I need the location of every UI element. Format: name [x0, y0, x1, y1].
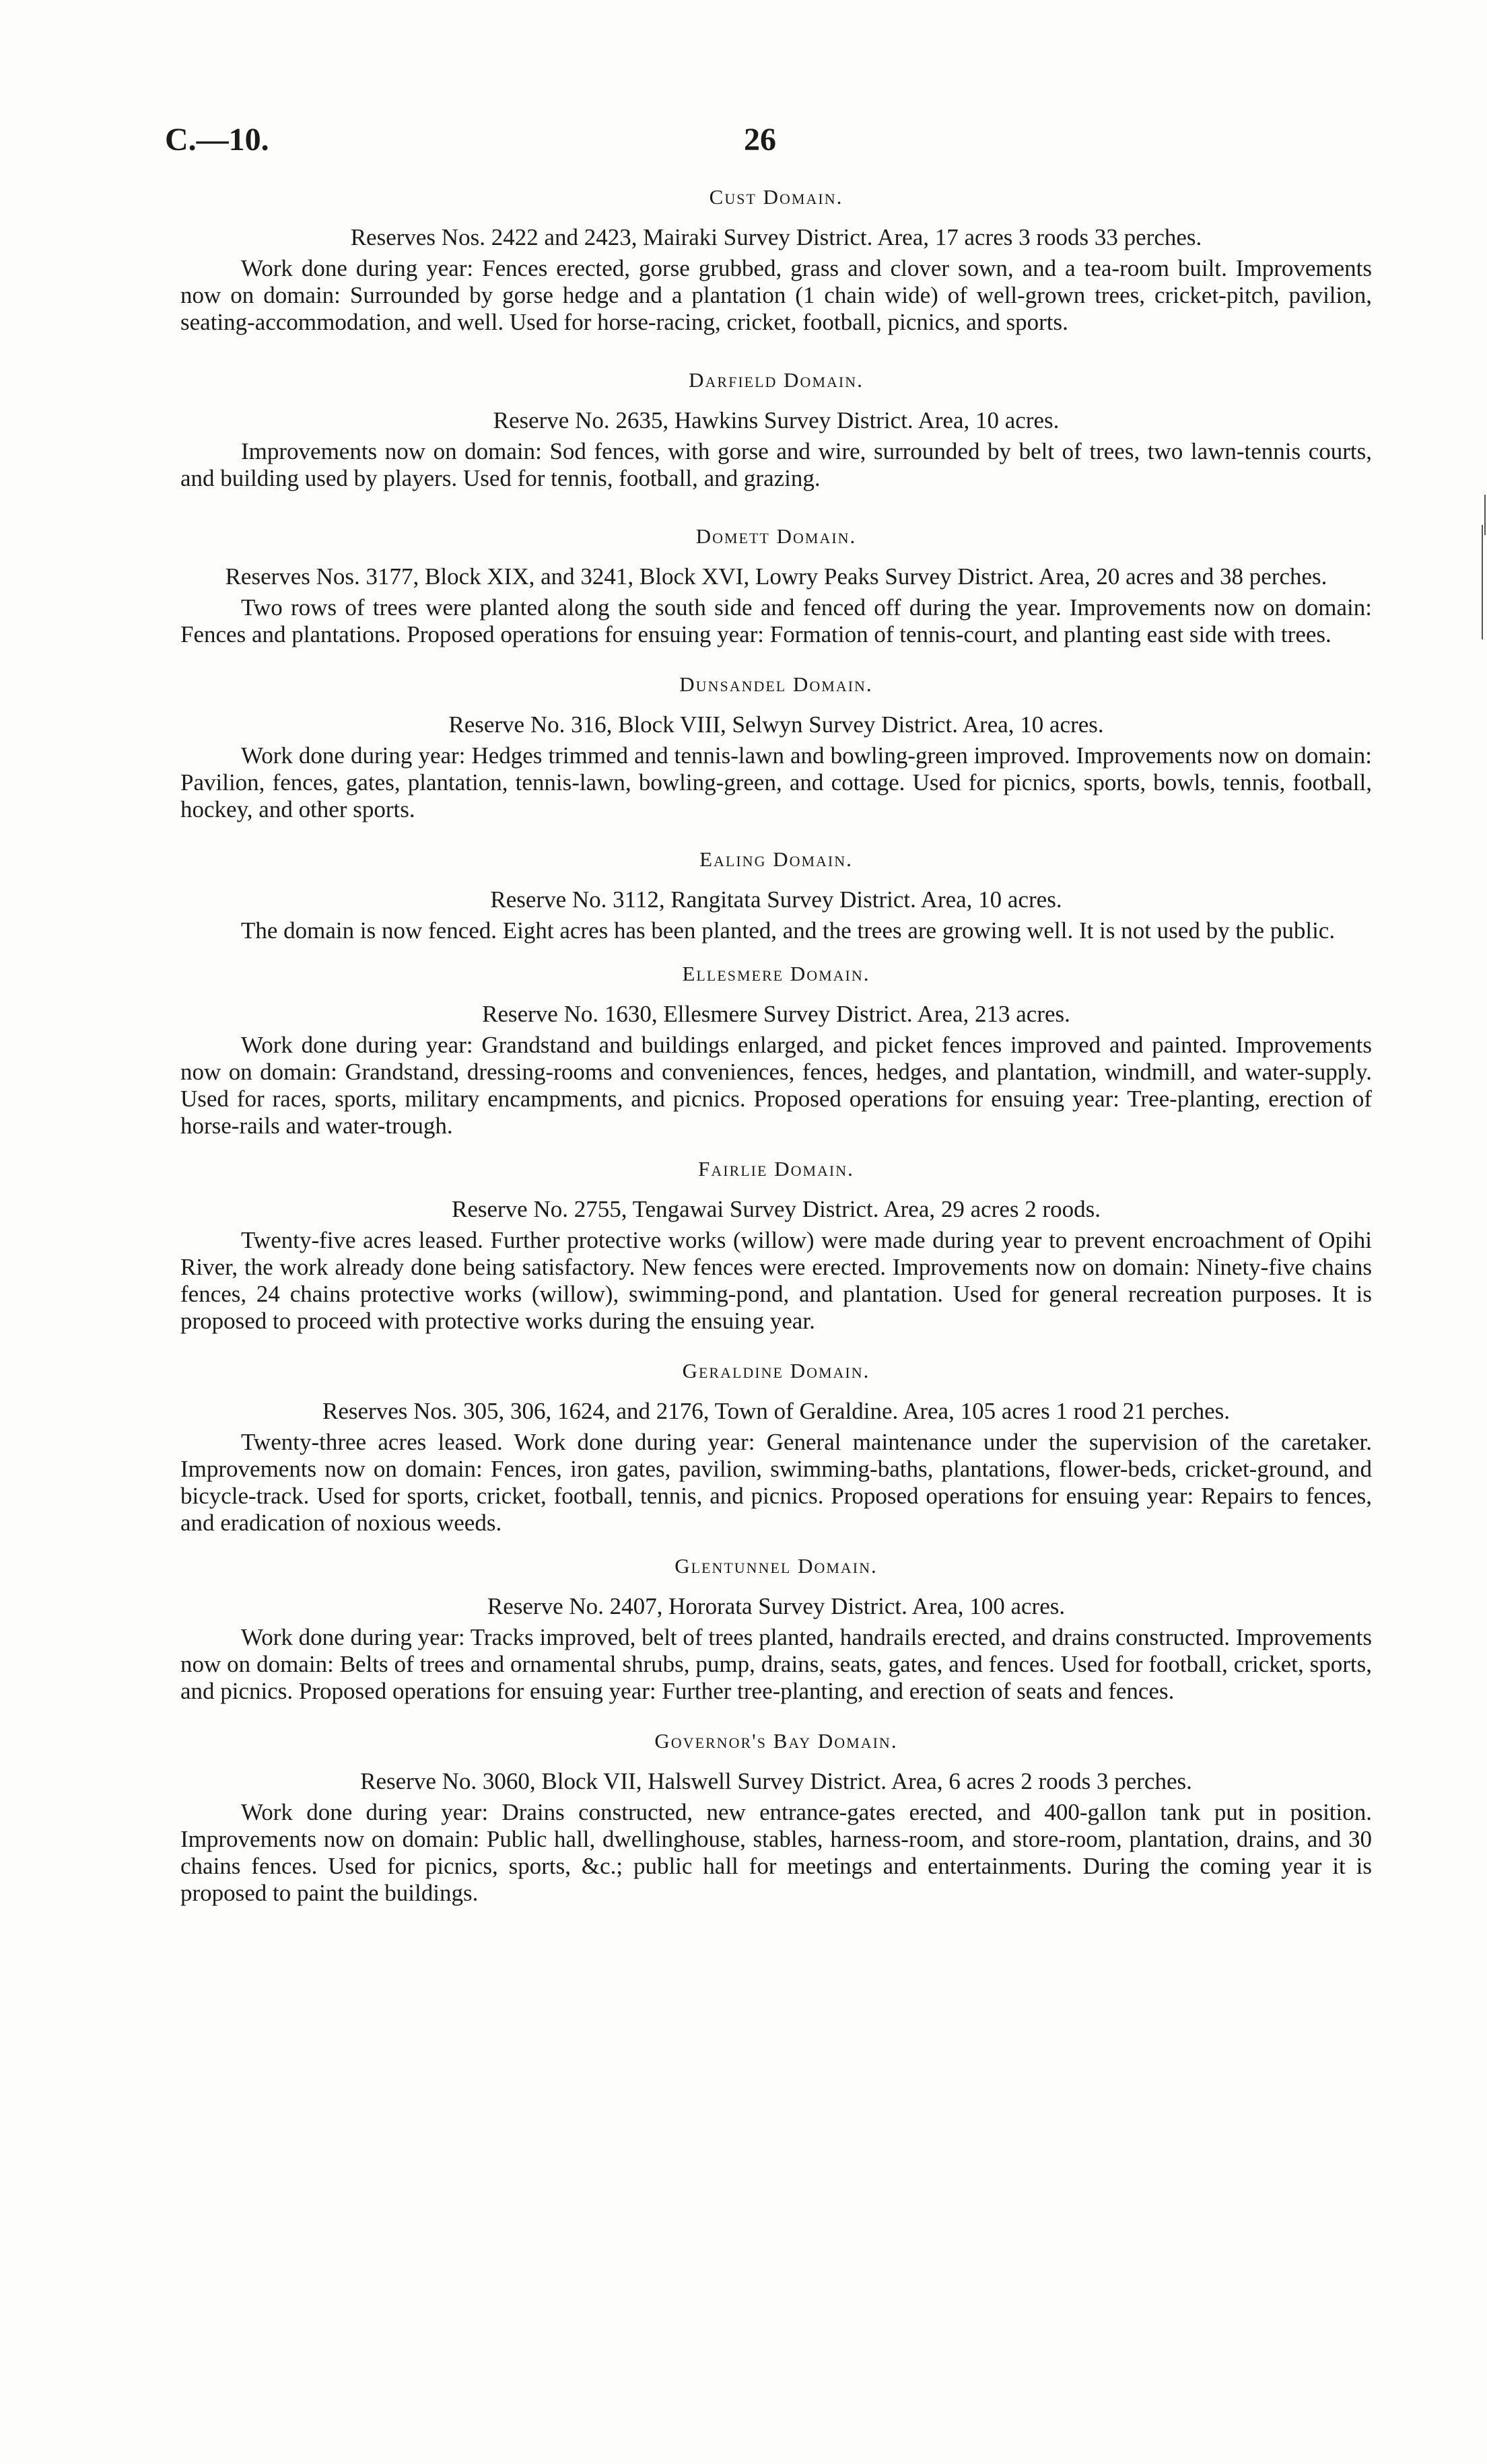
- section-body: Work done during year: Fences erected, gorse grubbed, grass and clover sown, and a tea-room built. Improvements now on domain: Surrounded by gorse hedge and a plantation (1 chain wide) of well-grown trees, cricket-pitch, pavilion, seating-accommodation, and well. Used for horse-racing, cricket, football, picnics, and sports.: [180, 255, 1372, 335]
- section-body: The domain is now fenced. Eight acres has been planted, and the trees are growing well. It is not used by the public.: [241, 917, 1336, 944]
- reserve-line: Reserve No. 2407, Hororata Survey District. Area, 100 acres.: [487, 1593, 1066, 1619]
- reserve-line: Reserve No. 316, Block VIII, Selwyn Survey District. Area, 10 acres.: [448, 711, 1104, 738]
- section-title: Glentunnel Domain.: [675, 1554, 878, 1578]
- margin-mark: [1482, 525, 1483, 639]
- reserve-line: Reserve No. 2755, Tengawai Survey District. Area, 29 acres 2 roods.: [451, 1196, 1101, 1222]
- section-title: Darfield Domain.: [689, 368, 864, 392]
- page-header: [165, 121, 1377, 175]
- domain-section-fairlie: [180, 1157, 1372, 1335]
- section-body: Work done during year: Grandstand and buildings enlarged, and picket fences improved and painted. Improvements now on domain: Grandstand, dressing-rooms and conveniences, fences, hedges, and plantation, windmill, and water-supply. Used for races, sports, military encampments, and picnics. Proposed operations for ensuing year: Tree-planting, erection of horse-rails and water-trough.: [180, 1032, 1372, 1139]
- section-title: Fairlie Domain.: [698, 1157, 854, 1181]
- section-title: Ealing Domain.: [699, 847, 853, 871]
- section-body: Improvements now on domain: Sod fences, with gorse and wire, surrounded by belt of trees, two lawn-tennis courts, and building used by players. Used for tennis, football, and grazing.: [180, 438, 1372, 491]
- domain-section-domett: [180, 524, 1372, 648]
- report-body: [180, 185, 1372, 1907]
- reserve-line: Reserve No. 3060, Block VII, Halswell Survey District. Area, 6 acres 2 roods 3 perches.: [360, 1768, 1192, 1794]
- section-body: Two rows of trees were planted along the south side and fenced off during the year. Improvements now on domain: Fences and plantations. Proposed operations for ensuing year: Formation of tennis-court, and planting east side with trees.: [180, 594, 1372, 647]
- reserve-line: Reserves Nos. 3177, Block XIX, and 3241, Block XVI, Lowry Peaks Survey District. Area, 20 acres and 38 perches.: [225, 563, 1327, 590]
- domain-section-geraldine: [180, 1359, 1372, 1537]
- margin-mark: [1484, 495, 1486, 535]
- domain-section-governors-bay: [180, 1729, 1372, 1907]
- document-code: C.—10.: [165, 122, 269, 157]
- reserve-line: Reserves Nos. 305, 306, 1624, and 2176, Town of Geraldine. Area, 105 acres 1 rood 21 perches.: [322, 1398, 1230, 1424]
- domain-section-ealing: [180, 847, 1372, 944]
- domain-section-glentunnel: [180, 1554, 1372, 1705]
- domain-section-darfield: [180, 368, 1372, 492]
- section-body: Twenty-three acres leased. Work done during year: General maintenance under the supervision of the caretaker. Improvements now on domain: Fences, iron gates, pavilion, swimming-baths, plantations, flower-beds, cricket-ground, and bicycle-track. Used for sports, cricket, football, tennis, and picnics. Proposed operations for ensuing year: Repairs to fences, and eradication of noxious weeds.: [180, 1429, 1372, 1536]
- reserve-line: Reserves Nos. 2422 and 2423, Mairaki Survey District. Area, 17 acres 3 roods 33 perches.: [350, 224, 1202, 250]
- domain-section-dunsandel: [180, 672, 1372, 823]
- reserve-line: Reserve No. 3112, Rangitata Survey District. Area, 10 acres.: [490, 886, 1062, 913]
- section-title: Dunsandel Domain.: [679, 672, 873, 696]
- section-body: Work done during year: Hedges trimmed and tennis-lawn and bowling-green improved. Improvements now on domain: Pavilion, fences, gates, plantation, tennis-lawn, bowling-green, and cottage. Used for picnics, sports, bowls, tennis, football, hockey, and other sports.: [180, 742, 1372, 822]
- section-title: Governor's Bay Domain.: [654, 1729, 898, 1753]
- section-title: Geraldine Domain.: [682, 1359, 870, 1382]
- section-body: Work done during year: Tracks improved, belt of trees planted, handrails erected, and drains constructed. Improvements now on domain: Belts of trees and ornamental shrubs, pump, drains, seats, gates, and fences. Used for football, cricket, sports, and picnics. Proposed operations for ensuing year: Further tree-planting, and erection of seats and fences.: [180, 1624, 1372, 1704]
- domain-section-cust: [180, 185, 1372, 336]
- domain-section-ellesmere: [180, 962, 1372, 1139]
- section-title: Cust Domain.: [709, 185, 843, 209]
- section-title: Ellesmere Domain.: [682, 962, 870, 985]
- section-body: Twenty-five acres leased. Further protective works (willow) were made during year to prevent encroachment of Opihi River, the work already done being satisfactory. New fences were erected. Improvements now on domain: Ninety-five chains fences, 24 chains protective works (willow), swimming-pond, and plantation. Used for general recreation purposes. It is proposed to proceed with protective works during the ensuing year.: [180, 1227, 1372, 1334]
- section-title: Domett Domain.: [695, 524, 857, 548]
- reserve-line: Reserve No. 2635, Hawkins Survey District. Area, 10 acres.: [493, 407, 1060, 433]
- reserve-line: Reserve No. 1630, Ellesmere Survey District. Area, 213 acres.: [482, 1001, 1070, 1027]
- section-body: Work done during year: Drains constructed, new entrance-gates erected, and 400-gallon tank put in position. Improvements now on domain: Public hall, dwellinghouse, stables, harness-room, and store-room, plantation, drains, and 30 chains fences. Used for picnics, sports, &c.; public hall for meetings and entertainments. During the coming year it is proposed to paint the buildings.: [180, 1799, 1372, 1906]
- page-number: 26: [744, 122, 776, 157]
